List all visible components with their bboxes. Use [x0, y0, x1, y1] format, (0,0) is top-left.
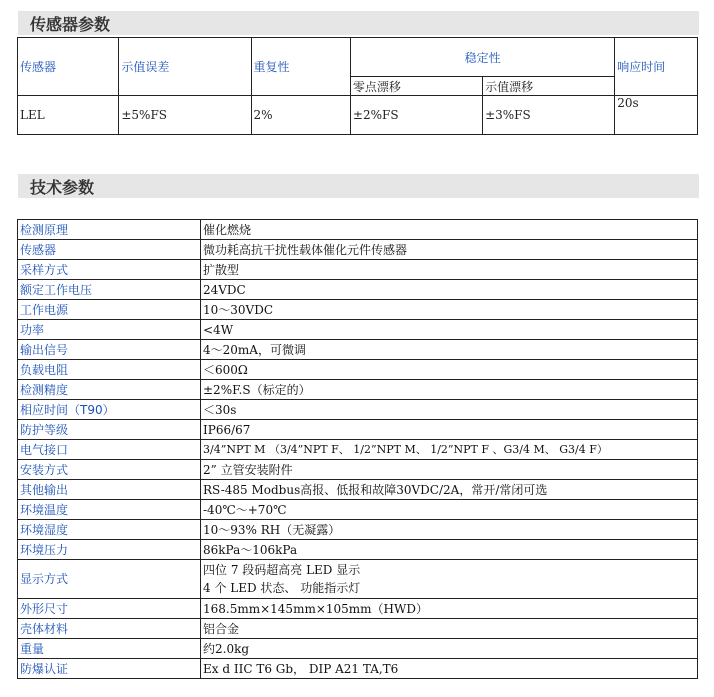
sensor-params-table — [17, 37, 698, 135]
param-value: 4～20mA，可微调 — [201, 340, 698, 360]
table-row — [18, 400, 698, 420]
param-value: -40℃～+70℃ — [201, 500, 698, 520]
header-stability: 稳定性 — [350, 38, 614, 77]
param-key: 检测精度 — [18, 380, 201, 400]
table-row — [18, 619, 698, 639]
header-response: 响应时间 — [615, 38, 698, 96]
param-value: Ex d IIC T6 Gb， DIP A21 TA,T6 — [201, 659, 698, 679]
param-value: 约2.0kg — [201, 639, 698, 659]
param-key: 其他输出 — [18, 480, 201, 500]
param-value: 3/4”NPT M （3/4”NPT F、 1/2”NPT M、 1/2”NPT F 、G3/4 M、 G3/4 F） — [201, 440, 698, 460]
param-value: 催化燃烧 — [201, 220, 698, 240]
param-value: 10～30VDC — [201, 300, 698, 320]
param-key: 防护等级 — [18, 420, 201, 440]
tech-params-title: 技术参数 — [30, 178, 95, 197]
table-row — [18, 280, 698, 300]
table-row — [18, 500, 698, 520]
param-value: 扩散型 — [201, 260, 698, 280]
table-row — [18, 420, 698, 440]
param-key: 输出信号 — [18, 340, 201, 360]
param-value: ＜600Ω — [201, 360, 698, 380]
cell-response: 20s — [615, 96, 698, 135]
sensor-params-title: 传感器参数 — [30, 15, 111, 34]
param-key: 检测原理 — [18, 220, 201, 240]
param-key: 安装方式 — [18, 460, 201, 480]
header-value-drift: 示值漂移 — [483, 77, 615, 96]
table-row — [18, 340, 698, 360]
param-value-line: 4 个 LED 状态、 功能指示灯 — [203, 581, 361, 595]
param-key: 传感器 — [18, 240, 201, 260]
table-row — [18, 360, 698, 380]
param-key: 工作电源 — [18, 300, 201, 320]
param-value-line: 四位 7 段码超高亮 LED 显示 — [203, 563, 361, 577]
tech-params-table — [17, 219, 698, 679]
param-value: ＜30s — [201, 400, 698, 420]
cell-repeat: 2% — [251, 96, 350, 135]
param-value: 10～93% RH（无凝露） — [201, 520, 698, 540]
param-value: 168.5mm×145mm×105mm（HWD） — [201, 599, 698, 619]
param-key: 显示方式 — [18, 560, 201, 599]
param-key: 采样方式 — [18, 260, 201, 280]
tech-params-section-header — [18, 174, 699, 198]
param-value: 86kPa～106kPa — [201, 540, 698, 560]
param-key: 外形尺寸 — [18, 599, 201, 619]
table-row — [18, 440, 698, 460]
param-key: 额定工作电压 — [18, 280, 201, 300]
table-row — [18, 480, 698, 500]
table-row — [18, 260, 698, 280]
param-value — [201, 560, 698, 599]
param-key: 电气接口 — [18, 440, 201, 460]
table-row — [18, 560, 698, 599]
param-key: 重量 — [18, 639, 201, 659]
table-row — [18, 220, 698, 240]
header-zero-drift: 零点漂移 — [350, 77, 482, 96]
table-row — [18, 520, 698, 540]
table-row — [18, 320, 698, 340]
table-row — [18, 240, 698, 260]
param-value: 微功耗高抗干扰性载体催化元件传感器 — [201, 240, 698, 260]
param-key: 防爆认证 — [18, 659, 201, 679]
table-row — [18, 380, 698, 400]
cell-sensor: LEL — [18, 96, 119, 135]
table-row — [18, 659, 698, 679]
param-key: 相应时间（T90） — [18, 400, 201, 420]
sensor-table-header-row — [18, 38, 698, 77]
table-row — [18, 300, 698, 320]
cell-error: ±5%FS — [119, 96, 251, 135]
param-key: 负载电阻 — [18, 360, 201, 380]
param-value: 2” 立管安装附件 — [201, 460, 698, 480]
table-row — [18, 540, 698, 560]
header-sensor: 传感器 — [18, 38, 119, 96]
param-key: 功率 — [18, 320, 201, 340]
param-key: 壳体材料 — [18, 619, 201, 639]
param-value: 24VDC — [201, 280, 698, 300]
header-repeat: 重复性 — [251, 38, 350, 96]
param-value: <4W — [201, 320, 698, 340]
param-value: 铝合金 — [201, 619, 698, 639]
table-row — [18, 599, 698, 619]
cell-value-drift: ±3%FS — [483, 96, 615, 135]
table-row — [18, 460, 698, 480]
header-error: 示值误差 — [119, 38, 251, 96]
param-key: 环境温度 — [18, 500, 201, 520]
param-value: IP66/67 — [201, 420, 698, 440]
param-value: ±2%F.S（标定的） — [201, 380, 698, 400]
param-value: RS-485 Modbus高报、低报和故障30VDC/2A，常开/常闭可选 — [201, 480, 698, 500]
param-key: 环境湿度 — [18, 520, 201, 540]
sensor-table-row — [18, 96, 698, 135]
table-row — [18, 639, 698, 659]
param-key: 环境压力 — [18, 540, 201, 560]
sensor-params-section-header — [18, 11, 699, 35]
cell-zero-drift: ±2%FS — [350, 96, 482, 135]
